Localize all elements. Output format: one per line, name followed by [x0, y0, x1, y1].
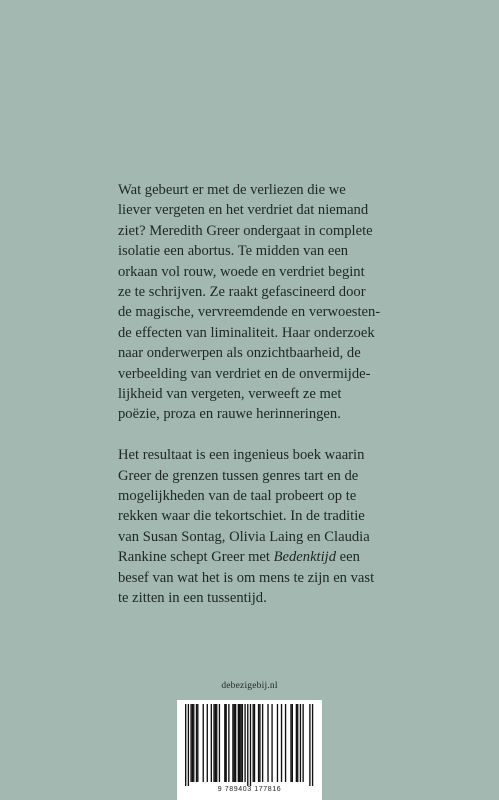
- text-line: poëzie, proza en rauwe herinneringen.: [118, 406, 341, 423]
- text-line: Het resultaat is een ingenieus boek waarin: [118, 447, 365, 464]
- barcode-bar: [226, 704, 227, 782]
- barcode-bar: [258, 704, 259, 782]
- barcode-bar: [259, 704, 260, 782]
- text-line: de effecten van liminaliteit. Haar onderzoek: [118, 324, 375, 341]
- blurb-paragraph-2: [118, 445, 400, 608]
- barcode-bar: [193, 704, 194, 782]
- barcode-bar: [277, 704, 278, 782]
- barcode-bar: [215, 704, 216, 782]
- text-segment: Rankine schept Greer met: [118, 549, 274, 566]
- publisher-url: debezigebij.nl: [221, 681, 278, 691]
- text-line: orkaan vol rouw, woede en verdriet begint: [118, 263, 365, 280]
- barcode-bar: [247, 704, 248, 786]
- barcode-bar: [254, 704, 255, 782]
- barcode-bars: [177, 700, 322, 800]
- barcode-bar: [196, 704, 197, 782]
- barcode-bar: [242, 704, 243, 782]
- barcode-bar: [281, 704, 282, 782]
- barcode-bar: [235, 704, 236, 782]
- text-segment: een: [336, 549, 360, 566]
- barcode-bar: [250, 704, 251, 786]
- blurb-paragraph-1: [118, 180, 400, 425]
- barcode-bar: [312, 704, 313, 786]
- text-line: liever vergeten en het verdriet dat niemand: [118, 202, 369, 219]
- barcode-bar: [185, 704, 186, 786]
- barcode-bar: [232, 704, 233, 782]
- barcode-bar: [219, 704, 220, 782]
- barcode-bar: [216, 704, 217, 782]
- barcode-bar: [203, 704, 204, 782]
- text-line: ze te schrijven. Ze raakt gefascineerd door: [118, 284, 366, 301]
- barcode-bar: [292, 704, 293, 782]
- barcode-bar: [290, 704, 291, 782]
- barcode-bar: [267, 704, 268, 782]
- text-line: verbeelding van verdriet en de onvermijde-: [118, 365, 371, 382]
- barcode-bar: [211, 704, 212, 782]
- barcode-bar: [207, 704, 208, 782]
- text-line: isolatie een abortus. Te midden van een: [118, 243, 349, 260]
- barcode-bar: [234, 704, 235, 782]
- text-line: ziet? Meredith Greer ondergaat in complete: [118, 222, 373, 239]
- text-line: te zitten in een tussentijd.: [118, 590, 267, 607]
- text-line: van Susan Sontag, Olivia Laing en Claudia: [118, 528, 370, 545]
- text-line: rekken waar die tekortschiet. In de traditie: [118, 508, 365, 525]
- barcode-bar: [285, 704, 286, 782]
- text-line: lijkheid van vergeten, verweeft ze met: [118, 386, 342, 403]
- book-title: Bedenktijd: [273, 549, 337, 566]
- barcode-bar: [244, 704, 245, 782]
- barcode-bar: [297, 704, 298, 782]
- text-line-with-title: [118, 547, 400, 567]
- barcode: [177, 700, 322, 800]
- blurb-text: [118, 180, 400, 629]
- barcode-bar: [253, 704, 254, 782]
- barcode-bar: [296, 704, 297, 782]
- barcode-digits: 9 789403 177816: [217, 786, 282, 793]
- barcode-bar: [197, 704, 198, 782]
- barcode-bar: [309, 704, 310, 786]
- barcode-bar: [302, 704, 303, 782]
- barcode-bar: [262, 704, 263, 782]
- barcode-bar: [224, 704, 225, 782]
- barcode-bar: [228, 704, 229, 782]
- barcode-bar: [188, 704, 189, 786]
- text-line: naar onderwerpen als onzichtbaarheid, de: [118, 345, 361, 362]
- barcode-bar: [213, 704, 214, 782]
- barcode-bar: [192, 704, 193, 782]
- barcode-bar: [240, 704, 241, 782]
- text-line: de magische, vervreemdende en verwoesten-: [118, 304, 381, 321]
- barcode-bar: [271, 704, 272, 782]
- barcode-bar: [190, 704, 191, 782]
- barcode-bar: [239, 704, 240, 782]
- text-line: Greer de grenzen tussen genres tart en de: [118, 467, 359, 484]
- text-line: mogelijkheden van de taal probeert op te: [118, 488, 357, 505]
- text-line: besef van wat het is om mens te zijn en vast: [118, 569, 375, 586]
- text-line: Wat gebeurt er met de verliezen die we: [118, 182, 346, 198]
- barcode-bar: [300, 704, 301, 782]
- barcode-bar: [238, 704, 239, 782]
